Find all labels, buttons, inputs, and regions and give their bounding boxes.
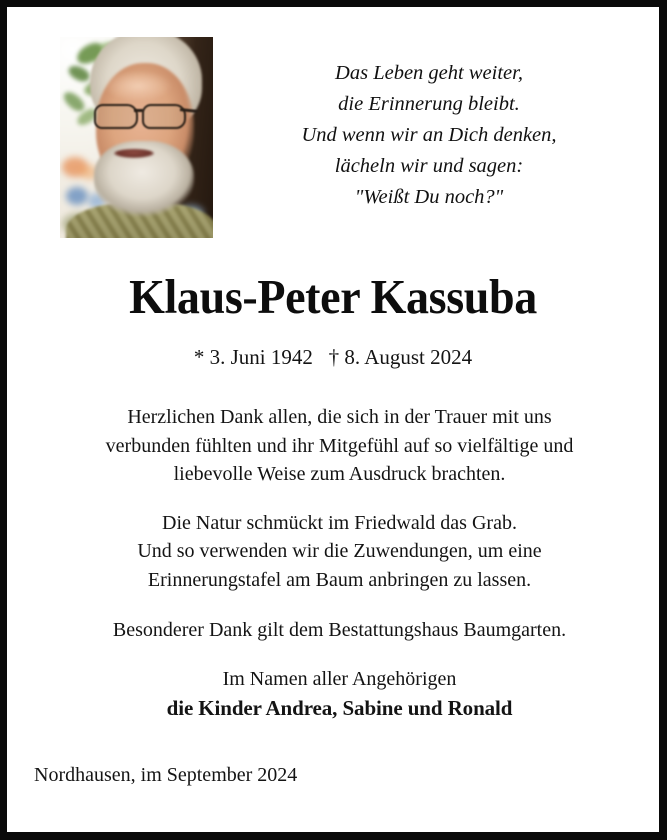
verse-line: "Weißt Du noch?" <box>354 186 504 208</box>
verse-line: Und wenn wir an Dich denken, <box>301 124 557 146</box>
portrait-mouth <box>114 149 154 158</box>
eyeglass-bridge <box>134 109 143 112</box>
paragraph-line: Die Natur schmückt im Friedwald das Grab. <box>162 511 517 534</box>
portrait-forehead <box>104 71 180 101</box>
closing-block <box>33 665 646 723</box>
paragraph-line: liebevolle Weise zum Ausdruck brachten. <box>173 463 506 485</box>
verse-line: lächeln wir und sagen: <box>334 155 524 177</box>
family-signature-line: die Kinder Andrea, Sabine und Ronald <box>166 696 513 720</box>
eyeglasses-icon <box>90 103 198 127</box>
paragraph-line: Besonderer Dank gilt dem Bestattungshaus Baumgarten. <box>112 619 567 641</box>
paragraph-donations <box>33 509 646 595</box>
deceased-name: Klaus-Peter Kassuba <box>129 269 537 324</box>
paragraph-funeral-home-thanks <box>33 616 646 645</box>
portrait-photo-canvas <box>60 37 213 238</box>
verse-line: die Erinnerung bleibt. <box>338 93 520 115</box>
on-behalf-line: Im Namen aller Angehörigen <box>222 668 457 690</box>
memorial-verse <box>229 58 629 213</box>
portrait-photo <box>60 37 213 238</box>
verse-line: Das Leben geht weiter, <box>335 62 523 84</box>
paragraph-line: Herzlichen Dank allen, die sich in der Trauer mit uns <box>127 406 552 428</box>
paragraph-line: Und so verwenden wir die Zuwendungen, um eine <box>137 540 542 562</box>
paragraph-thanks <box>33 403 646 489</box>
foliage-leaf <box>61 88 87 114</box>
obituary-card-inner <box>7 7 659 832</box>
paragraph-line: verbunden fühlten und ihr Mitgefühl auf so vielfältige und <box>105 434 574 457</box>
background-blur-blob <box>66 187 88 205</box>
paragraph-line: Erinnerungstafel am Baum anbringen zu lassen. <box>147 568 532 591</box>
life-dates: * 3. Juni 1942 † 8. August 2024 <box>193 345 473 369</box>
eyeglass-lens-left <box>94 104 138 129</box>
place-and-date: Nordhausen, im September 2024 <box>34 764 298 786</box>
foliage-leaf <box>66 62 92 85</box>
body-copy <box>33 403 646 645</box>
